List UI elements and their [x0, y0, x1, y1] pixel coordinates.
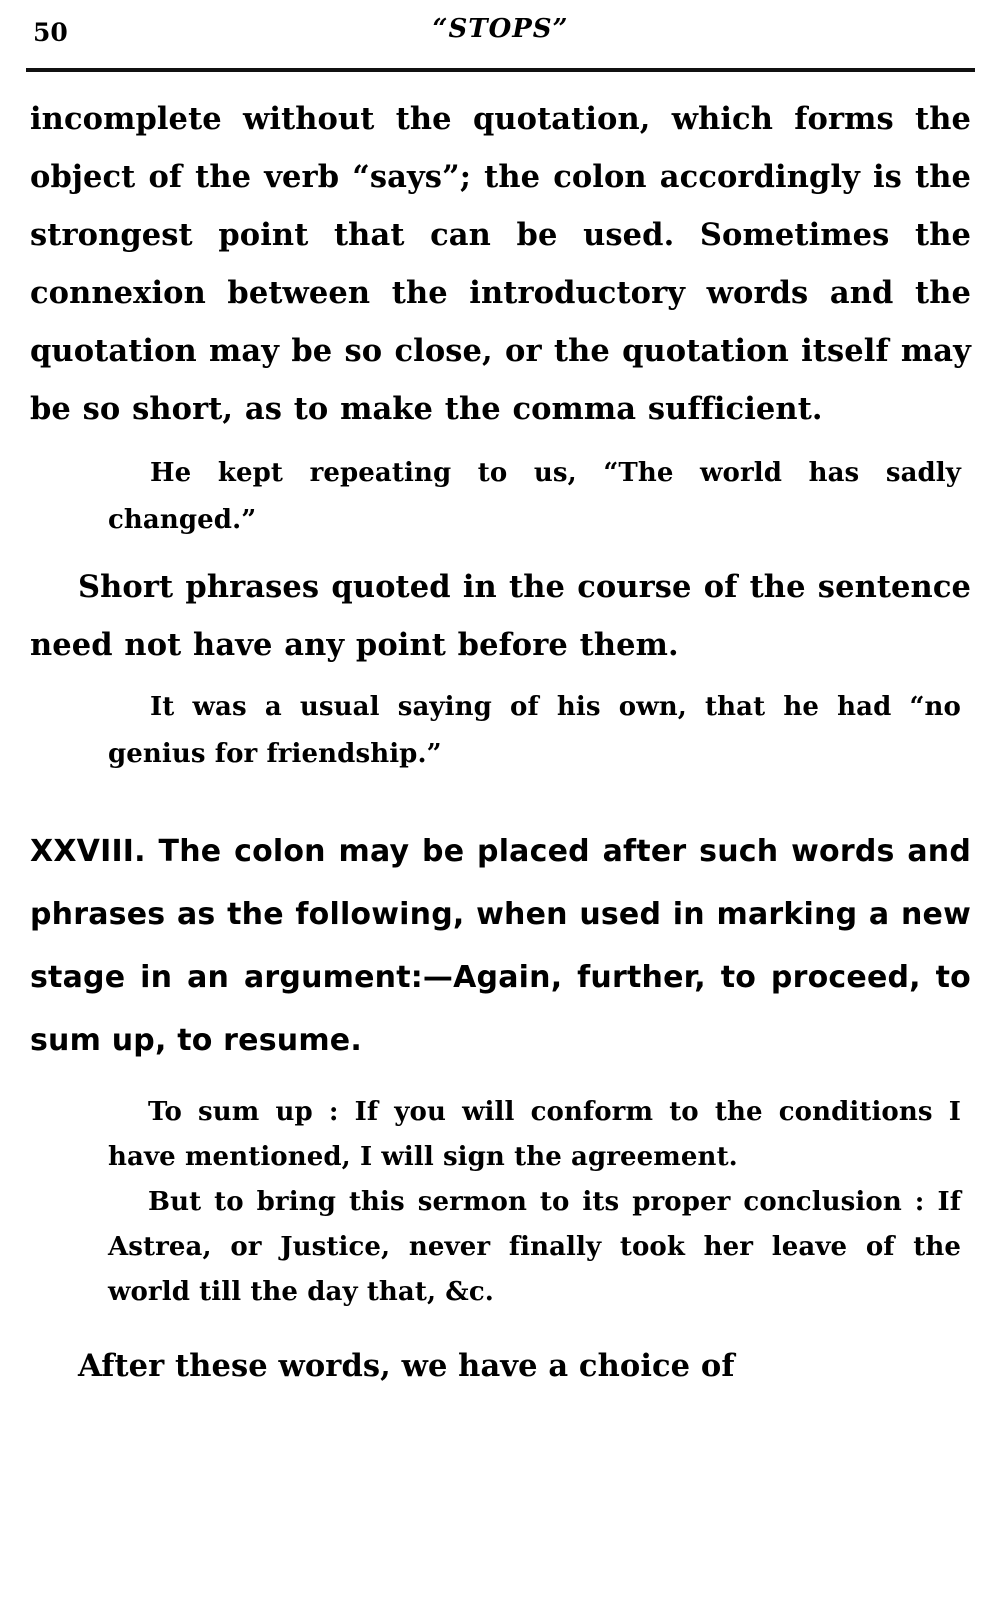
page-header [28, 0, 973, 62]
page-body [30, 72, 971, 1395]
paragraph-after-these-words: After these words, we have a choice of [78, 1348, 735, 1384]
spacer [30, 544, 971, 558]
example-quotation-3b: But to bring this sermon to its proper conclusion : If Astrea, or Justice, never finally took her leave of the world till the day that, &c. [108, 1187, 961, 1307]
paragraph-continuation: incomplete without the quotation, which forms the object of the verb “says”; the colon accordingly is the strongest point that can be used. Sometimes the connexion between the introductory words and the quotation may be so close, or the quotation itself may be so short, as to make the comma sufficient. [30, 101, 971, 427]
example-block-colon [108, 1090, 961, 1315]
example-quotation-1: He kept repeating to us, “The world has sadly changed.” [108, 458, 961, 535]
example-quotation-2: It was a usual saying of his own, that he had “no genius for friendship.” [108, 692, 961, 769]
example-quotation-3a: To sum up : If you will conform to the conditions I have mentioned, I will sign the agreement. [108, 1097, 961, 1172]
rule-heading-xxviii: XXVIII. The colon may be placed after such words and phrases as the following, when used in marking a new stage in an argument:—Again, further, to proceed, to sum up, to resume. [30, 834, 971, 1058]
page-number: 50 [33, 18, 68, 47]
running-head: “STOPS” [432, 14, 569, 44]
paragraph-short-phrases: Short phrases quoted in the course of the sentence need not have any point before them. [30, 569, 971, 663]
